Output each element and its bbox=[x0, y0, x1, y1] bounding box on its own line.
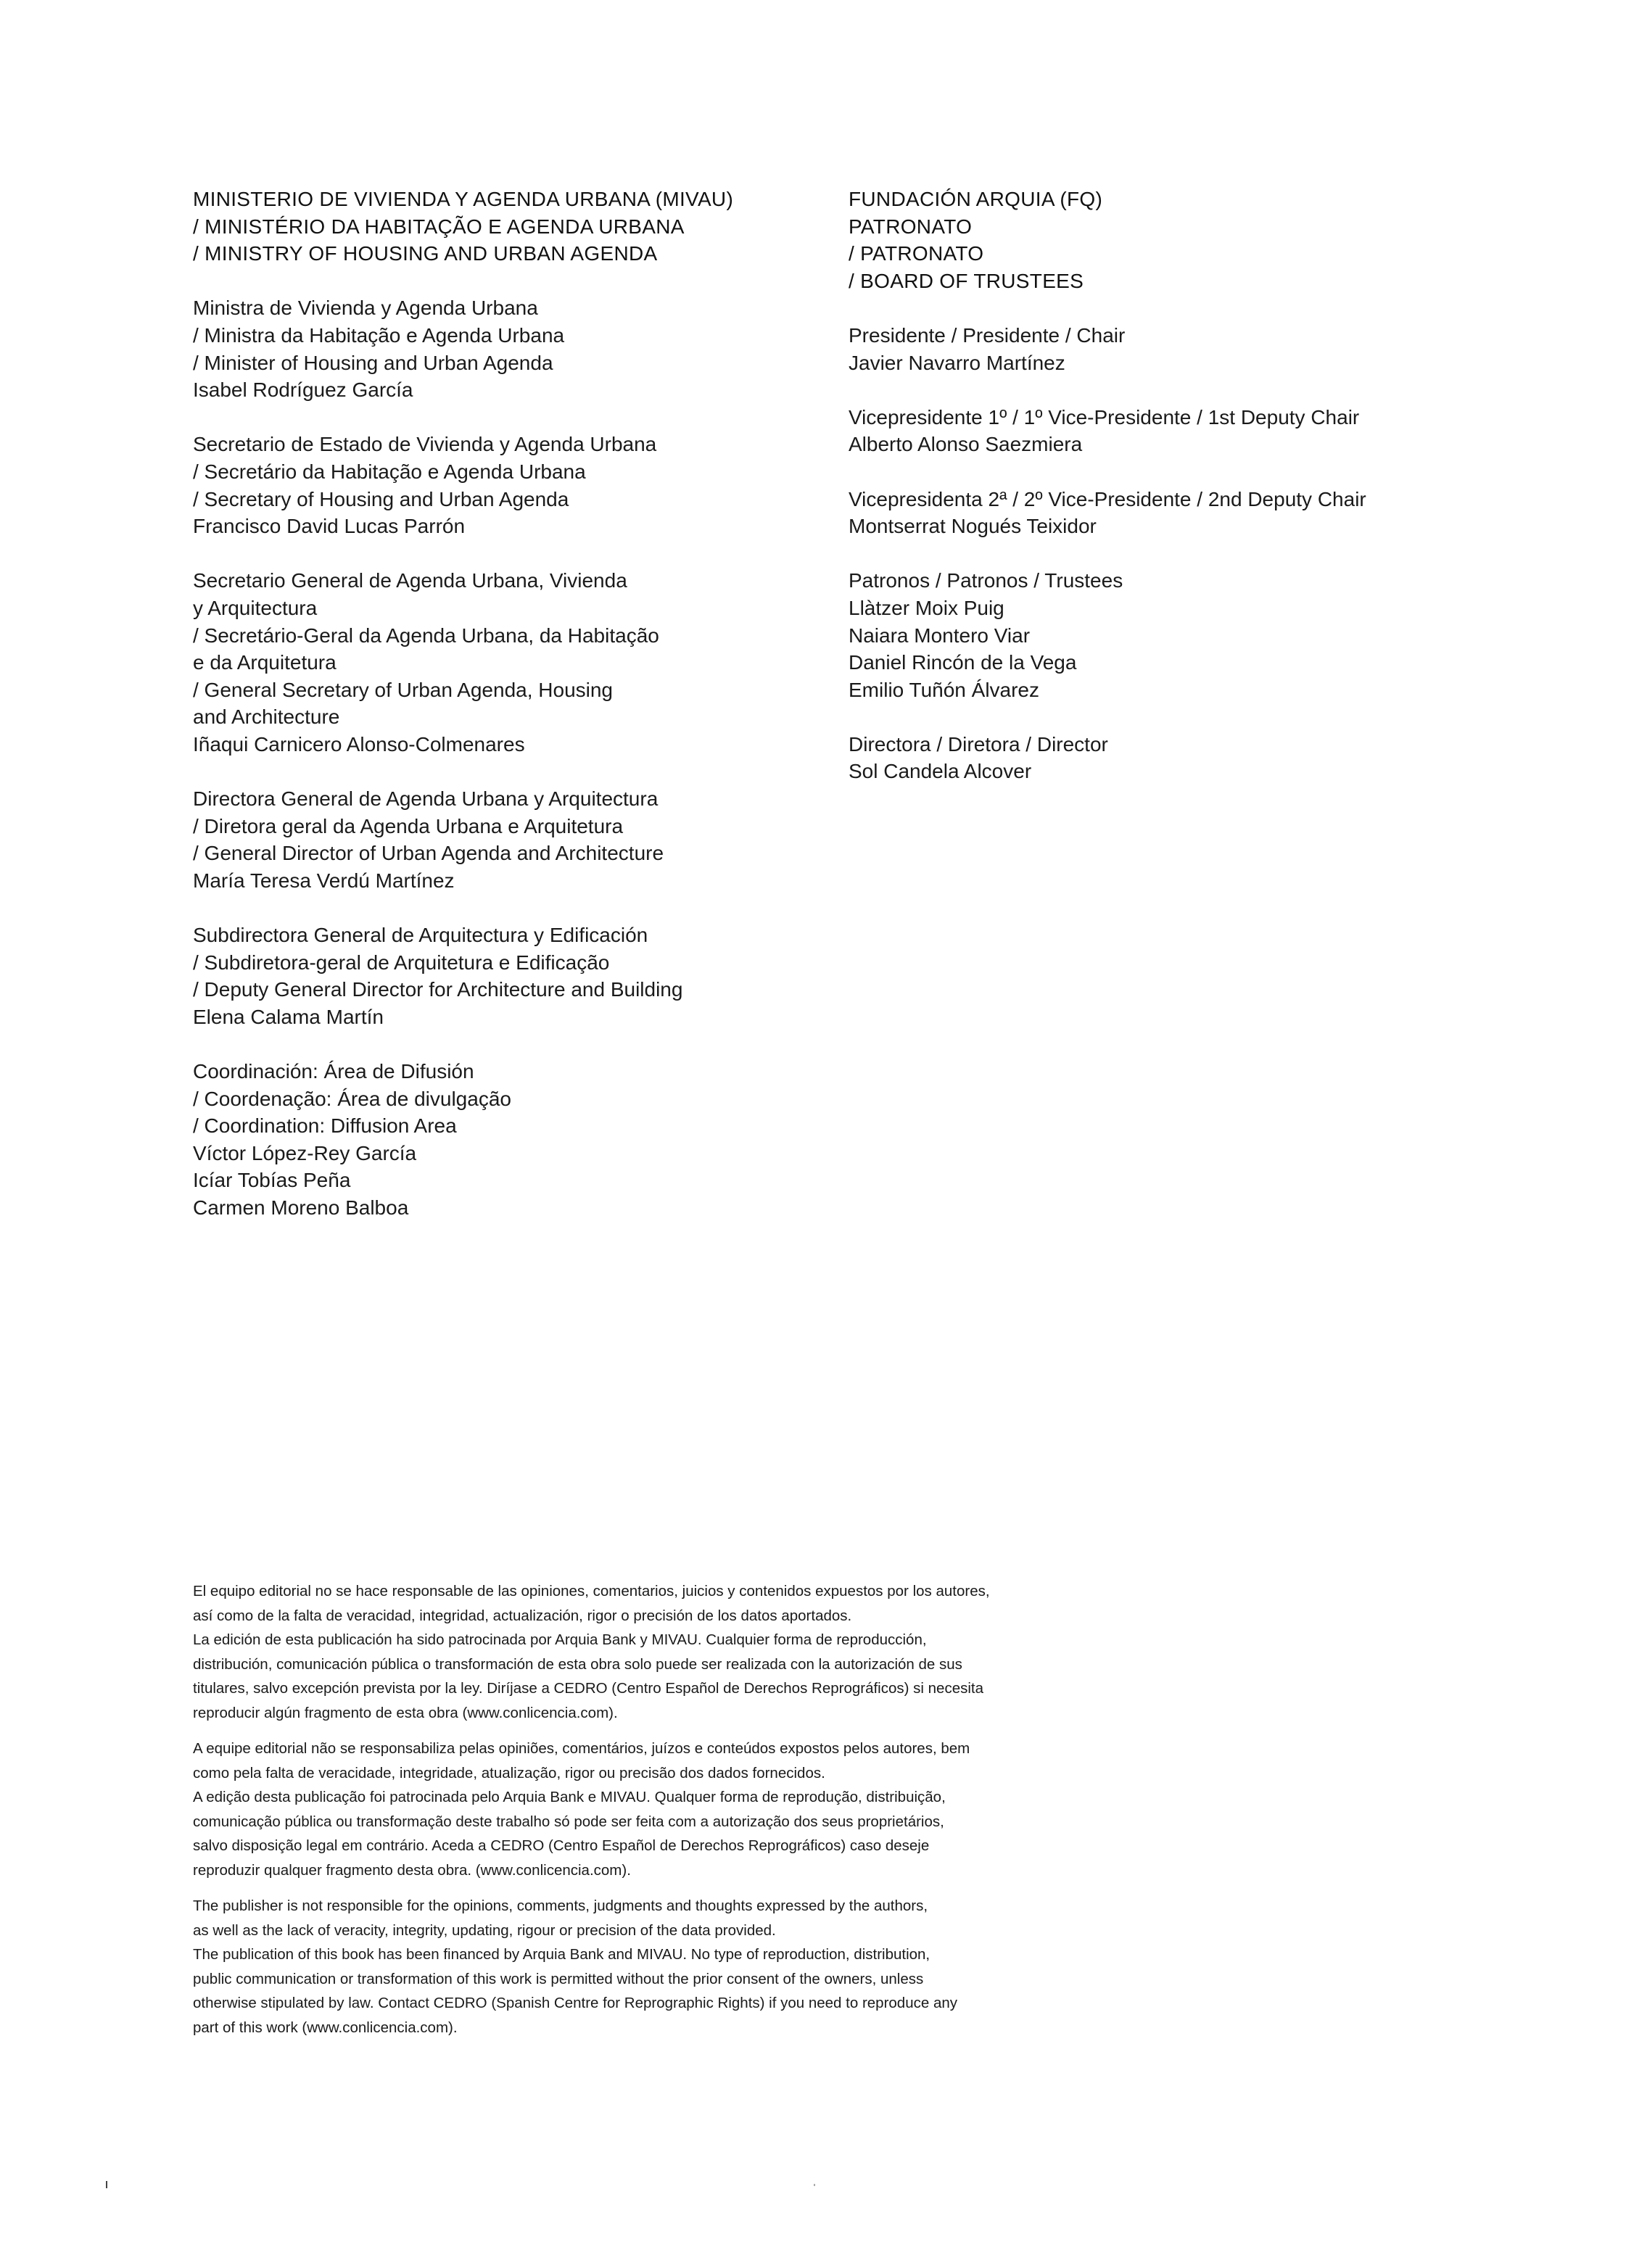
role-line: Presidente / Presidente / Chair bbox=[849, 323, 1126, 347]
person-name: Alberto Alonso Saezmiera bbox=[849, 433, 1083, 456]
legal-disclaimer bbox=[193, 1579, 1136, 2051]
person-name: María Teresa Verdú Martínez bbox=[193, 869, 455, 892]
heading-line: MINISTERIO DE VIVIENDA Y AGENDA URBANA (MIVAU) bbox=[193, 188, 734, 210]
credit-general-secretary bbox=[193, 567, 817, 758]
credit-chair bbox=[849, 322, 1545, 376]
credit-second-deputy-chair bbox=[849, 486, 1545, 540]
disclaimer-line: A equipe editorial não se responsabiliza pelas opiniões, comentários, juízos e conteúdos expostos pelos autores, bem bbox=[193, 1740, 970, 1757]
person-name: Víctor López-Rey García bbox=[193, 1141, 417, 1164]
role-line: Directora General de Agenda Urbana y Arquitectura bbox=[193, 787, 659, 811]
role-line: Vicepresidente 1º / 1º Vice-Presidente / 1st Deputy Chair bbox=[849, 405, 1360, 429]
role-line: and Architecture bbox=[193, 705, 340, 729]
role-line: / General Director of Urban Agenda and Architecture bbox=[193, 842, 664, 865]
role-line: Subdirectora General de Arquitectura y Edificación bbox=[193, 924, 648, 947]
person-name: Isabel Rodríguez García bbox=[193, 378, 413, 402]
person-name: Emilio Tuñón Álvarez bbox=[849, 678, 1040, 701]
role-line: / Secretário-Geral da Agenda Urbana, da Habitação bbox=[193, 624, 659, 647]
heading-line: / BOARD OF TRUSTEES bbox=[849, 269, 1084, 292]
disclaimer-portuguese bbox=[193, 1737, 1136, 1882]
credit-trustees bbox=[849, 567, 1545, 703]
credit-first-deputy-chair bbox=[849, 404, 1545, 458]
disclaimer-line: public communication or transformation of this work is permitted without the prior consent of the owners, unless bbox=[193, 1970, 924, 1987]
disclaimer-line: así como de la falta de veracidad, integridad, actualización, rigor o precisión de los datos aportados. bbox=[193, 1607, 852, 1624]
person-name: Icíar Tobías Peña bbox=[193, 1169, 351, 1192]
disclaimer-spanish bbox=[193, 1579, 1136, 1725]
role-line: Coordinación: Área de Difusión bbox=[193, 1060, 474, 1083]
role-line: Secretario General de Agenda Urbana, Vivienda bbox=[193, 569, 627, 592]
role-line: / Coordenação: Área de divulgação bbox=[193, 1087, 511, 1110]
crop-mark bbox=[106, 2181, 107, 2188]
role-line: Ministra de Vivienda y Agenda Urbana bbox=[193, 297, 538, 320]
role-line: / Secretary of Housing and Urban Agenda bbox=[193, 487, 569, 510]
mivau-column bbox=[193, 186, 817, 1222]
disclaimer-line: A edição desta publicação foi patrocinada pelo Arquia Bank e MIVAU. Qualquer forma de reprodução, distribuição, bbox=[193, 1789, 946, 1805]
role-line: / Coordination: Diffusion Area bbox=[193, 1114, 457, 1138]
role-line: Directora / Diretora / Director bbox=[849, 732, 1108, 756]
heading-line: / MINISTRY OF HOUSING AND URBAN AGENDA bbox=[193, 242, 658, 265]
credit-coordination bbox=[193, 1058, 817, 1222]
disclaimer-line: The publication of this book has been financed by Arquia Bank and MIVAU. No type of reproduction, distribution, bbox=[193, 1946, 930, 1963]
credit-general-director bbox=[193, 785, 817, 894]
disclaimer-line: como pela falta de veracidade, integridade, atualização, rigor ou precisão dos dados fornecidos. bbox=[193, 1764, 825, 1781]
person-name: Sol Candela Alcover bbox=[849, 760, 1032, 783]
role-line: / Ministra da Habitação e Agenda Urbana bbox=[193, 323, 565, 347]
crop-mark bbox=[814, 2184, 815, 2186]
person-name: Francisco David Lucas Parrón bbox=[193, 515, 466, 538]
role-line: / General Secretary of Urban Agenda, Housing bbox=[193, 678, 614, 701]
disclaimer-line: reproducir algún fragmento de esta obra (www.conlicencia.com). bbox=[193, 1704, 618, 1721]
person-name: Carmen Moreno Balboa bbox=[193, 1196, 409, 1219]
role-line: / Minister of Housing and Urban Agenda bbox=[193, 351, 553, 374]
disclaimer-line: part of this work (www.conlicencia.com). bbox=[193, 2019, 458, 2036]
disclaimer-line: distribución, comunicación pública o transformación de esta obra solo puede ser realizada con la autorización de sus bbox=[193, 1655, 962, 1673]
disclaimer-line: as well as the lack of veracity, integrity, updating, rigour or precision of the data provided. bbox=[193, 1921, 776, 1939]
heading-line: / MINISTÉRIO DA HABITAÇÃO E AGENDA URBANA bbox=[193, 215, 685, 238]
credit-secretary-of-state bbox=[193, 431, 817, 539]
person-name: Llàtzer Moix Puig bbox=[849, 596, 1004, 619]
mivau-heading bbox=[193, 186, 817, 268]
arquia-heading bbox=[849, 186, 1545, 294]
role-line: / Diretora geral da Agenda Urbana e Arquitetura bbox=[193, 814, 624, 837]
disclaimer-line: titulares, salvo excepción prevista por la ley. Diríjase a CEDRO (Centro Español de Derechos Reprográficos) si necesita bbox=[193, 1680, 984, 1697]
role-line: / Subdiretora-geral de Arquitetura e Edificação bbox=[193, 951, 610, 974]
credit-director bbox=[849, 731, 1545, 785]
disclaimer-line: salvo disposição legal em contrário. Aceda a CEDRO (Centro Español de Derechos Reprográficos) caso deseje bbox=[193, 1837, 930, 1854]
heading-line: PATRONATO bbox=[849, 215, 973, 238]
fundacion-arquia-column bbox=[849, 186, 1545, 785]
role-line: Vicepresidenta 2ª / 2º Vice-Presidente / 2nd Deputy Chair bbox=[849, 487, 1366, 510]
person-name: Javier Navarro Martínez bbox=[849, 351, 1065, 374]
credit-minister bbox=[193, 294, 817, 403]
person-name: Iñaqui Carnicero Alonso-Colmenares bbox=[193, 732, 525, 756]
role-line: / Deputy General Director for Architecture and Building bbox=[193, 978, 683, 1001]
disclaimer-line: La edición de esta publicación ha sido patrocinada por Arquia Bank y MIVAU. Cualquier forma de reproducción, bbox=[193, 1631, 927, 1648]
disclaimer-line: otherwise stipulated by law. Contact CEDRO (Spanish Centre for Reprographic Rights) if you need to reproduce any bbox=[193, 1995, 958, 2011]
disclaimer-line: El equipo editorial no se hace responsable de las opiniones, comentarios, juicios y contenidos expuestos por los autores, bbox=[193, 1583, 990, 1599]
person-name: Elena Calama Martín bbox=[193, 1005, 384, 1028]
role-line: y Arquitectura bbox=[193, 596, 318, 619]
disclaimer-line: reproduzir qualquer fragmento desta obra. (www.conlicencia.com). bbox=[193, 1861, 631, 1879]
role-line: Secretario de Estado de Vivienda y Agenda Urbana bbox=[193, 433, 657, 456]
disclaimer-line: comunicação pública ou transformação deste trabalho só pode ser feita com a autorização dos seus proprietários, bbox=[193, 1813, 944, 1830]
person-name: Montserrat Nogués Teixidor bbox=[849, 515, 1097, 538]
heading-line: FUNDACIÓN ARQUIA (FQ) bbox=[849, 188, 1103, 210]
disclaimer-english bbox=[193, 1894, 1136, 2040]
credit-deputy-director bbox=[193, 922, 817, 1030]
role-line: e da Arquitetura bbox=[193, 651, 337, 674]
heading-line: / PATRONATO bbox=[849, 242, 984, 265]
role-line: Patronos / Patronos / Trustees bbox=[849, 569, 1123, 592]
role-line: / Secretário da Habitação e Agenda Urbana bbox=[193, 460, 586, 483]
disclaimer-line: The publisher is not responsible for the opinions, comments, judgments and thoughts expressed by the authors, bbox=[193, 1897, 928, 1914]
person-name: Naiara Montero Viar bbox=[849, 624, 1031, 647]
person-name: Daniel Rincón de la Vega bbox=[849, 651, 1077, 674]
